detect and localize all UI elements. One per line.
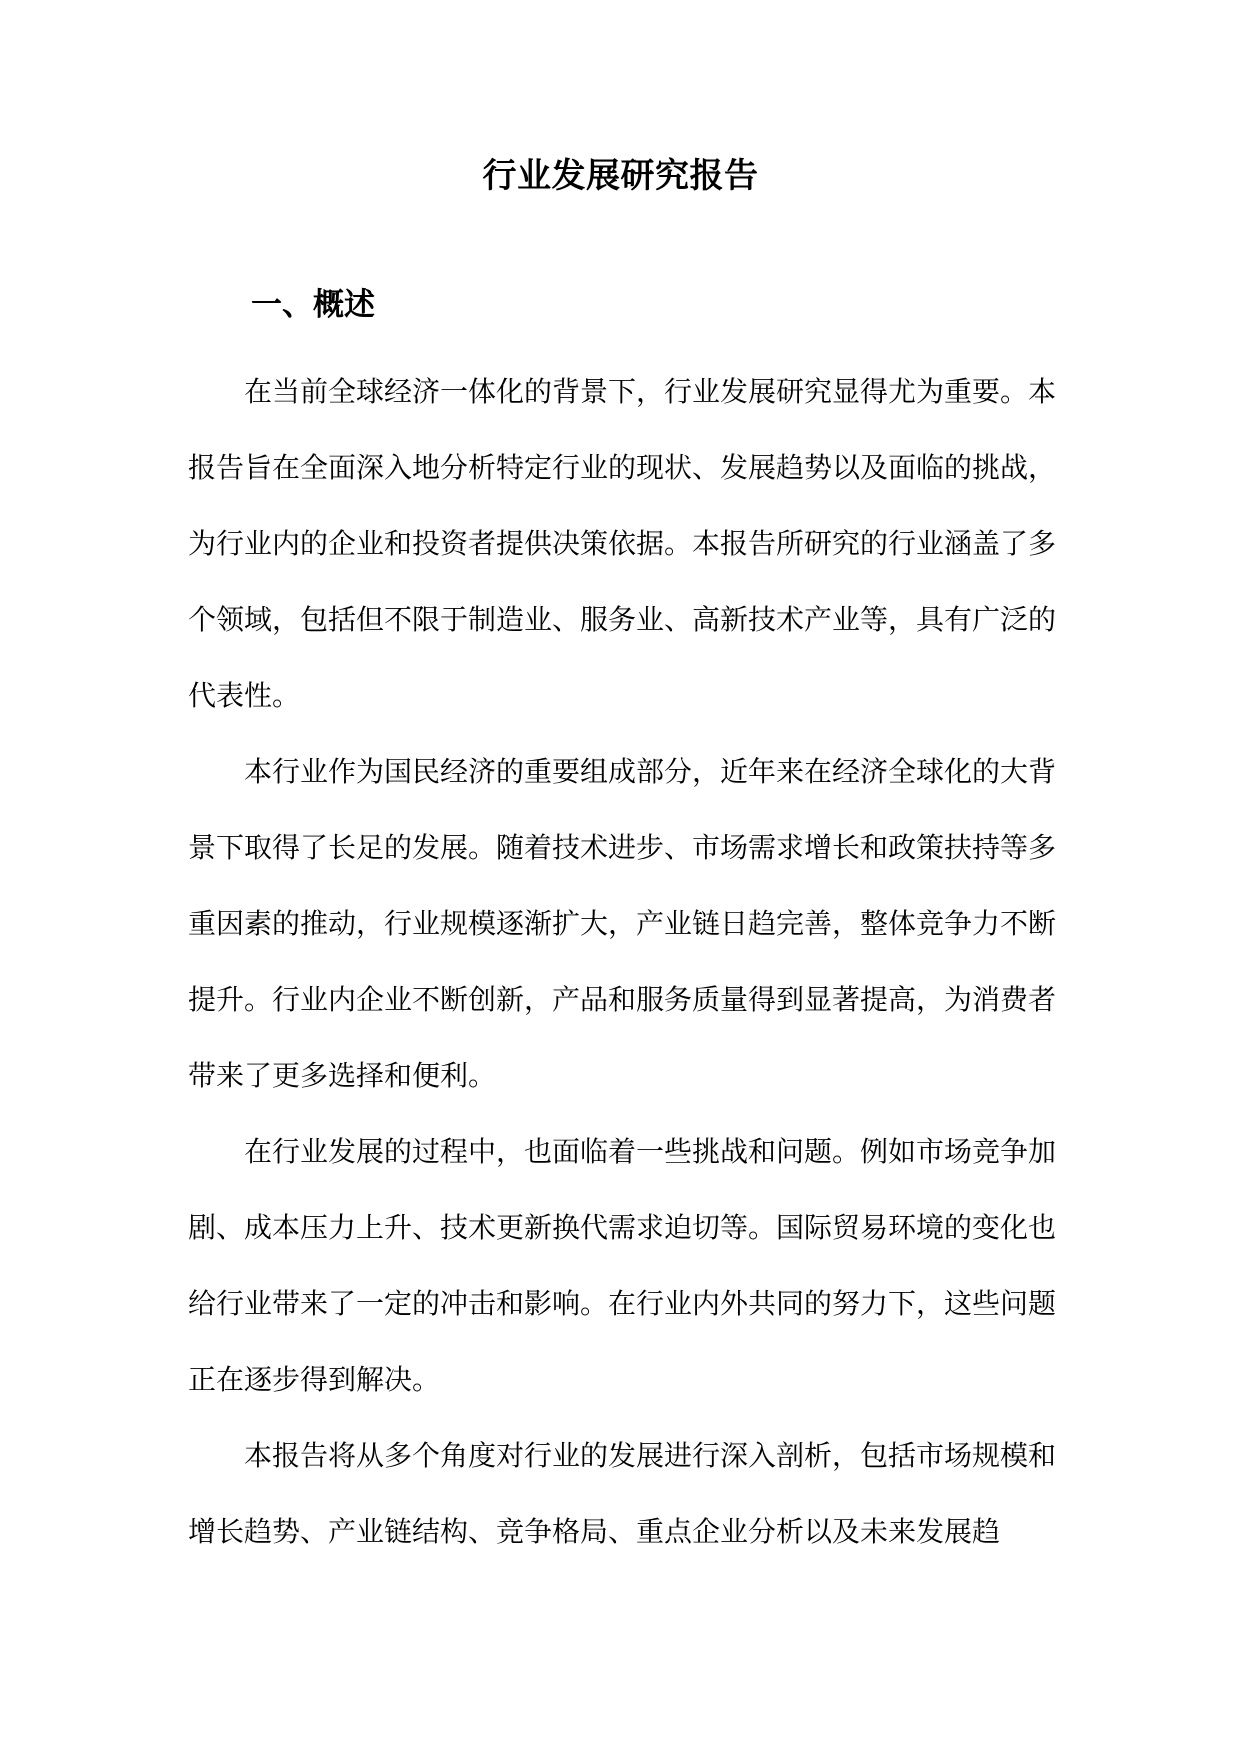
- body-text: [188, 354, 1056, 1570]
- paragraph: 在当前全球经济一体化的背景下，行业发展研究显得尤为重要。本报告旨在全面深入地分析特定行业的现状、发展趋势以及面临的挑战，为行业内的企业和投资者提供决策依据。本报告所研究的行业涵盖了多个领域，包括但不限于制造业、服务业、高新技术产业等，具有广泛的代表性。: [188, 375, 1057, 712]
- paragraph: 本行业作为国民经济的重要组成部分，近年来在经济全球化的大背景下取得了长足的发展。随着技术进步、市场需求增长和政策扶持等多重因素的推动，行业规模逐渐扩大，产业链日趋完善，整体竞争力不断提升。行业内企业不断创新，产品和服务质量得到显著提高，为消费者带来了更多选择和便利。: [188, 755, 1057, 1092]
- document-title: 行业发展研究报告: [482, 156, 759, 196]
- paragraph: 本报告将从多个角度对行业的发展进行深入剖析，包括市场规模和增长趋势、产业链结构、竞争格局、重点企业分析以及未来发展趋: [188, 1439, 1057, 1548]
- paragraph: 在行业发展的过程中，也面临着一些挑战和问题。例如市场竞争加剧、成本压力上升、技术更新换代需求迫切等。国际贸易环境的变化也给行业带来了一定的冲击和影响。在行业内外共同的努力下，这些问题正在逐步得到解决。: [188, 1135, 1057, 1396]
- section-heading: 一、概述: [251, 287, 375, 323]
